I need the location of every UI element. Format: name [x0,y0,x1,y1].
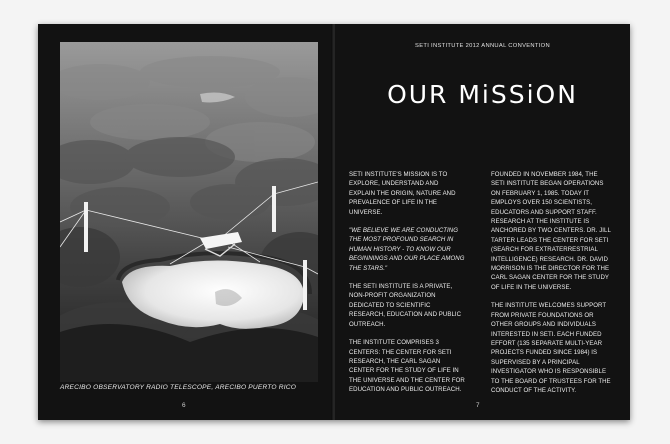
running-header: SETI INSTITUTE 2012 ANNUAL CONVENTION [415,43,550,49]
centers-paragraph: THE INSTITUTE COMPRISES 3 CENTERS: THE CENTER FOR SETI RESEARCH, THE CARL SAGAN CENTER FOR THE STUDY OF LIFE IN THE UNIVERSE AND THE CENTER FOR EDUCATION AND PUBLIC OUTREACH. [349,339,465,394]
page-number-right: 7 [476,402,480,409]
organization-paragraph: THE SETI INSTITUTE IS A PRIVATE, NON-PROFIT ORGANIZATION DEDICATED TO SCIENTIFIC RESEARCH, EDUCATION AND PUBLIC OUTREACH. [349,283,462,328]
photo-caption: ARECIBO OBSERVATORY RADIO TELESCOPE, ARECIBO PUERTO RICO [60,384,297,391]
text-column-2 [491,170,611,404]
left-page [38,24,333,420]
mission-quote: "WE BELIEVE WE ARE CONDUCTING THE MOST PROFOUND SEARCH IN HUMAN HISTORY - TO KNOW OUR BEGINNINGS AND OUR PLACE AMONG THE STARS." [349,227,465,272]
support-paragraph: THE INSTITUTE WELCOMES SUPPORT FROM PRIVATE FOUNDATIONS OR OTHER GROUPS AND INDIVIDUALS INTERESTED IN SETI. EACH FUNDED EFFORT (135 SEPARATE MULTI-YEAR PROJECTS FUNDED SINCE 1984) IS SUPERVISED BY A PRINCIPAL INVESTIGATOR WHO IS RESPONSIBLE TO THE BOARD OF TRUSTEES FOR THE CONDUCT OF THE ACTIVITY. [491,302,611,394]
brochure-spread [38,24,630,420]
text-column-1 [349,170,465,404]
arecibo-telescope-photo [60,42,318,382]
page-number-left: 6 [182,402,186,409]
history-paragraph: FOUNDED IN NOVEMBER 1984, THE SETI INSTITUTE BEGAN OPERATIONS ON FEBRUARY 1, 1985. TODAY IT EMPLOYS OVER 150 SCIENTISTS, EDUCATORS AND SUPPORT STAFF. RESEARCH AT THE INSTITUTE IS ANCHORED BY TWO CENTERS. DR. JILL TARTER LEADS THE CENTER FOR SETI (SEARCH FOR EXTRATERRESTRIAL INTELLIGENCE) RESEARCH. DR. DAVID MORRISON IS THE DIRECTOR FOR THE CARL SAGAN CENTER FOR THE STUDY OF LIFE IN THE UNIVERSE. [491,171,611,291]
mission-paragraph: SETI INSTITUTE'S MISSION IS TO EXPLORE, UNDERSTAND AND EXPLAIN THE ORIGIN, NATURE AND PREVALENCE OF LIFE IN THE UNIVERSE. [349,171,456,216]
right-page [335,24,630,420]
page-title: OUR MiSSiON [387,80,578,109]
